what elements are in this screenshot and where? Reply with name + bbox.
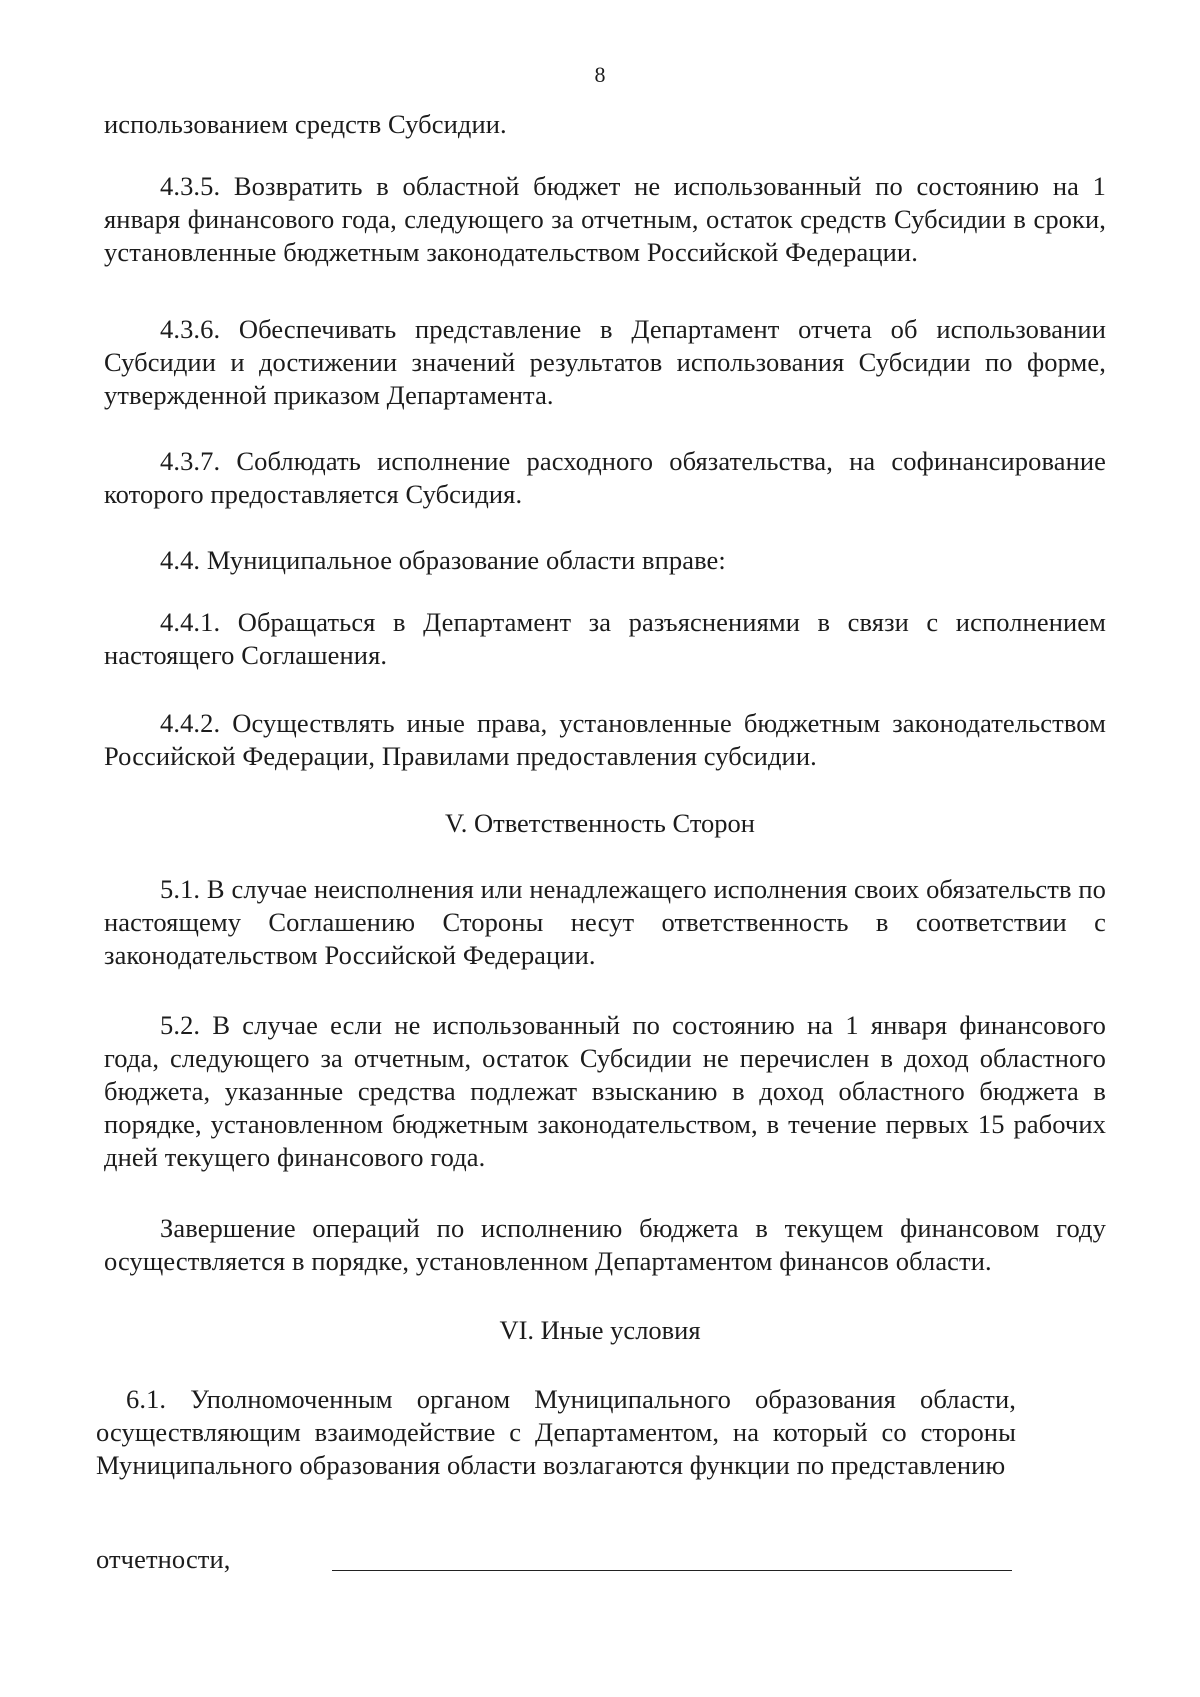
clause-4-4-2: 4.4.2. Осуществлять иные права, установленные бюджетным законодательством Российской Федерации, Правилами предоставления субсидии. [104,708,1106,771]
section-heading-v: V. Ответственность Сторон [445,808,755,838]
clause-4-3-6: 4.3.6. Обеспечивать представление в Департамент отчета об использовании Субсидии и достижении значений результатов использования Субсидии по форме, утвержденной приказом Департамента. [104,314,1106,410]
clause-4-3-7: 4.3.7. Соблюдать исполнение расходного обязательства, на софинансирование которого предоставляется Субсидия. [104,446,1106,509]
fill-in-line [332,1570,1012,1571]
clause-5-1: 5.1. В случае неисполнения или ненадлежащего исполнения своих обязательств по настоящему Соглашению Стороны несут ответственность в соответствии с законодательством Российской Федерации. [104,874,1106,970]
clause-4-4-1: 4.4.1. Обращаться в Департамент за разъяснениями в связи с исполнением настоящего Соглашения. [104,607,1106,670]
page-number: 8 [594,62,606,87]
section-heading-vi: VI. Иные условия [499,1315,701,1345]
paragraph-continuation: использованием средств Субсидии. [104,109,507,139]
clause-4-3-5: 4.3.5. Возвратить в областной бюджет не использованный по состоянию на 1 января финансового года, следующего за отчетным, остаток средств Субсидии в сроки, установленные бюджетным законодательством Российской Федерации. [104,171,1106,267]
clause-5-2-completion: Завершение операций по исполнению бюджета в текущем финансовом году осуществляется в порядке, установленном Департаментом финансов области. [104,1213,1106,1276]
clause-6-1-continuation: отчетности, [96,1544,231,1574]
clause-6-1: 6.1. Уполномоченным органом Муниципального образования области, осуществляющим взаимодействие с Департаментом, на который со стороны Муниципального образования области возлагаются функции по представлению [96,1384,1016,1480]
clause-5-2: 5.2. В случае если не использованный по состоянию на 1 января финансового года, следующего за отчетным, остаток Субсидии не перечислен в доход областного бюджета, указанные средства подлежат взысканию в доход областного бюджета в порядке, установленном бюджетным законодательством, в течение первых 15 рабочих дней текущего финансового года. [104,1010,1106,1172]
clause-4-4: 4.4. Муниципальное образование области вправе: [160,545,726,575]
